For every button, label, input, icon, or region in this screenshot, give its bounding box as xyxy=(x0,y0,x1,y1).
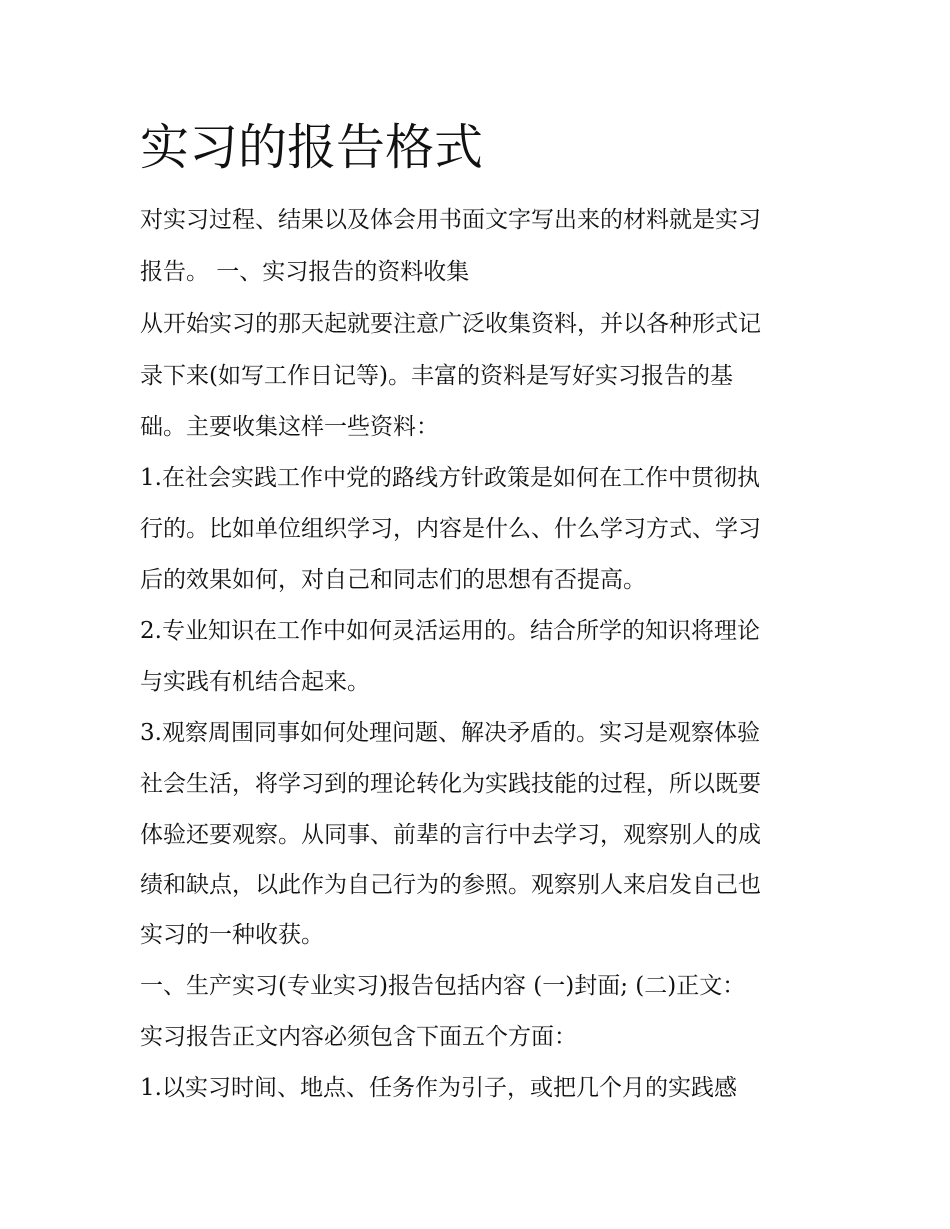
body-line: 后的效果如何，对自己和同志们的思想有否提高。 xyxy=(140,567,646,593)
body-line: 1.以实习时间、地点、任务作为引子，或把几个月的实践感 xyxy=(140,1075,737,1101)
body-line: 一、生产实习(专业实习)报告包括内容 (一)封面; (二)正文： xyxy=(140,973,746,999)
body-line: 录下来(如写工作日记等)。丰富的资料是写好实习报告的基 xyxy=(140,363,733,389)
body-line: 社会生活，将学习到的理论转化为实践技能的过程，所以既要 xyxy=(140,771,761,797)
body-line: 报告。 一、实习报告的资料收集 xyxy=(140,259,470,285)
body-line: 与实践有机结合起来。 xyxy=(140,669,370,695)
body-line: 行的。比如单位组织学习，内容是什么、什么学习方式、学习 xyxy=(140,516,761,542)
body-line: 础。主要收集这样一些资料： xyxy=(140,414,439,440)
body-line: 对实习过程、结果以及体会用书面文字写出来的材料就是实习 xyxy=(140,207,761,233)
body-line: 从开始实习的那天起就要注意广泛收集资料，并以各种形式记 xyxy=(140,311,761,337)
body-line: 实习报告正文内容必须包含下面五个方面： xyxy=(140,1024,577,1050)
body-line: 3.观察周围同事如何处理问题、解决矛盾的。实习是观察体验 xyxy=(140,720,760,746)
body-line: 1.在社会实践工作中党的路线方针政策是如何在工作中贯彻执 xyxy=(140,465,760,491)
body-line: 2.专业知识在工作中如何灵活运用的。结合所学的知识将理论 xyxy=(140,618,760,644)
body-line: 实习的一种收获。 xyxy=(140,922,324,948)
body-line: 绩和缺点，以此作为自己行为的参照。观察别人来启发自己也 xyxy=(140,872,761,898)
body-line: 体验还要观察。从同事、前辈的言行中去学习，观察别人的成 xyxy=(140,822,761,848)
document-title: 实习的报告格式 xyxy=(140,119,484,176)
